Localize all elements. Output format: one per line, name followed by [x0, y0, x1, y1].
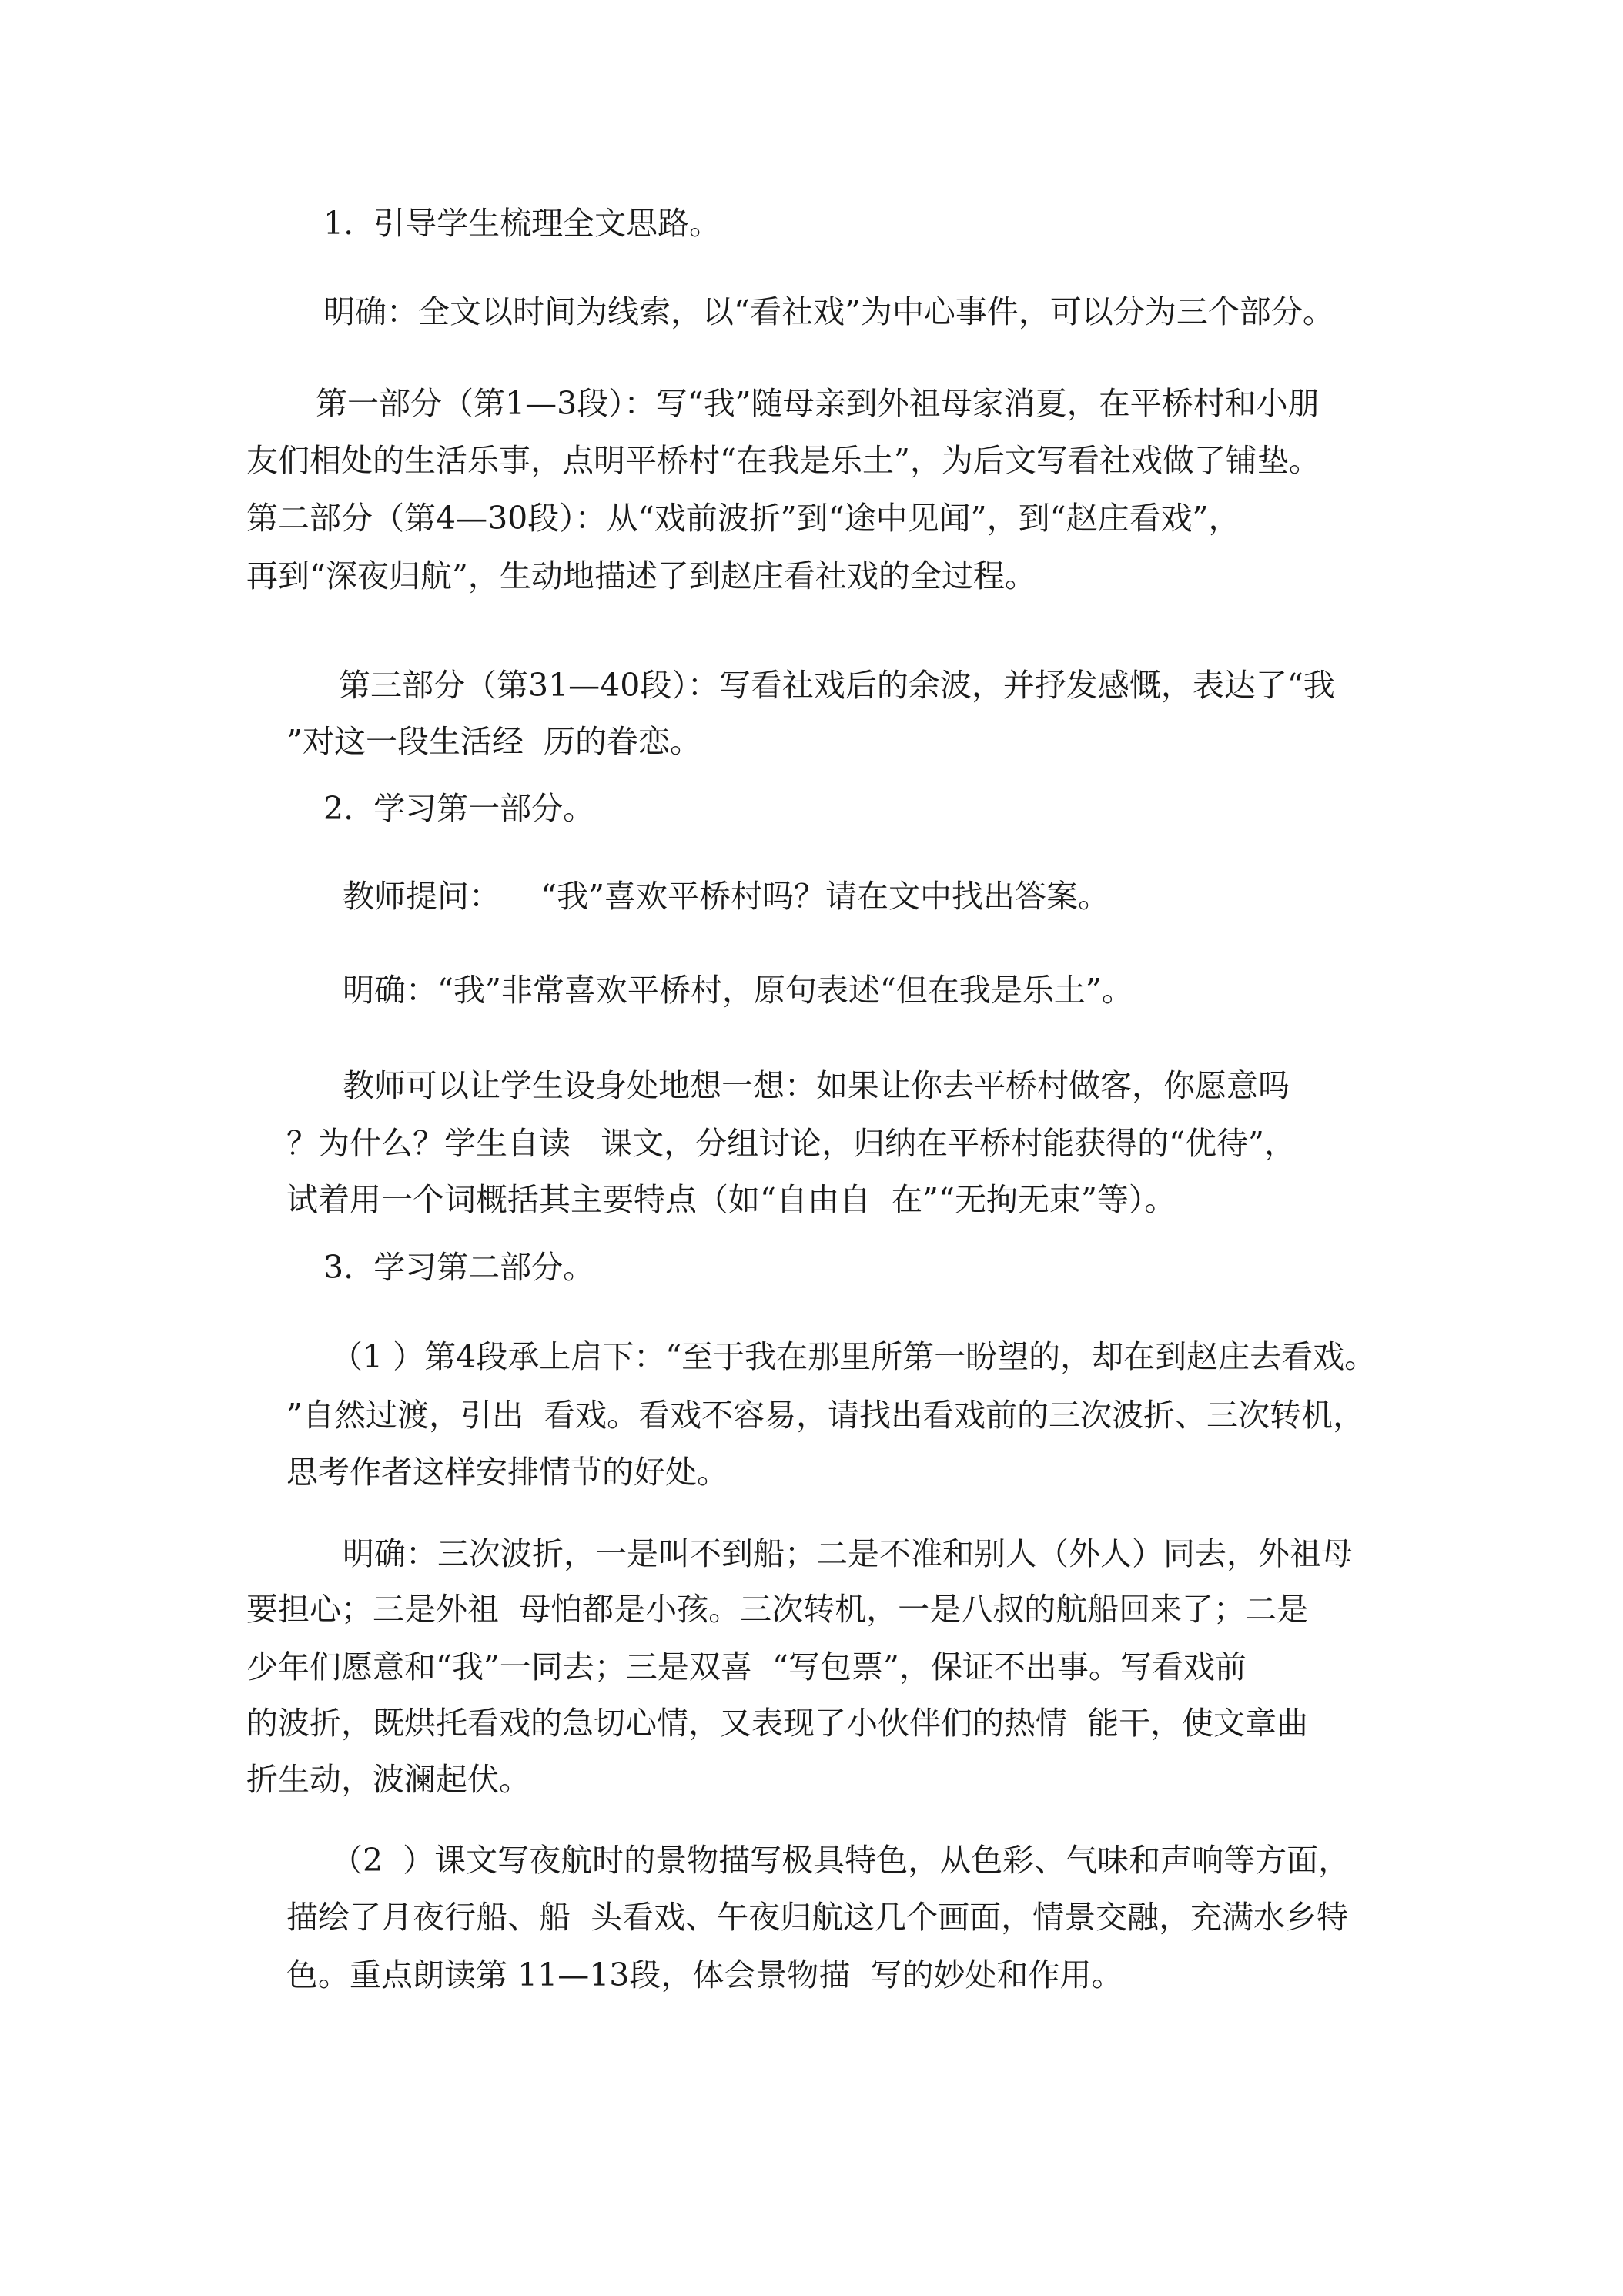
paragraph-line: 明确：三次波折，一是叫不到船；二是不准和别人（外人）同去，外祖母 — [343, 1535, 1353, 1572]
paragraph-line: （2 ）课文写夜航时的景物描写极具特色，从色彩、气味和声响等方面， — [331, 1842, 1350, 1879]
paragraph-line: 再到“深夜归航”，生动地描述了到赵庄看社戏的全过程。 — [246, 557, 1036, 594]
paragraph-line: 第三部分（第31—40段）：写看社戏后的余波，并抒发感慨，表达了“我 — [339, 667, 1335, 704]
paragraph-line: 第一部分（第1—3段）：写“我”随母亲到外祖母家消夏，在平桥村和小朋 — [316, 385, 1320, 422]
paragraph-line: ”自然过渡，引出 看戏。看戏不容易，请找出看戏前的三次波折、三次转机， — [286, 1397, 1365, 1434]
paragraph-line: 试着用一个词概括其主要特点（如“自由自 在”“无拘无束”等）。 — [286, 1181, 1176, 1218]
paragraph-line: 友们相处的生活乐事，点明平桥村“在我是乐土”，为后文写看社戏做了铺垫。 — [246, 442, 1320, 479]
paragraph-line: 教师提问： “我”喜欢平桥村吗？请在文中找出答案。 — [343, 878, 1110, 915]
heading-step-1: 1. 引导学生梳理全文思路。 — [323, 205, 721, 242]
paragraph-line: ？为什么？学生自读 课文，分组讨论，归纳在平桥村能获得的“优待”， — [286, 1125, 1297, 1162]
paragraph-line: 要担心；三是外祖 母怕都是小孩。三次转机，一是八叔的航船回来了；二是 — [246, 1591, 1309, 1628]
paragraph-line: 描绘了月夜行船、船 头看戏、午夜归航这几个画面，情景交融，充满水乡特 — [286, 1899, 1349, 1936]
paragraph-line: 少年们愿意和“我”一同去；三是双喜 “写包票”，保证不出事。写看戏前 — [246, 1648, 1247, 1685]
paragraph-line: 折生动，波澜起伏。 — [246, 1761, 530, 1798]
paragraph-line: 思考作者这样安排情节的好处。 — [286, 1454, 728, 1491]
heading-step-2: 2. 学习第一部分。 — [323, 790, 595, 827]
paragraph-line: 教师可以让学生设身处地想一想：如果让你去平桥村做客，你愿意吗 — [343, 1067, 1290, 1104]
paragraph-line: 第二部分（第4—30段）：从“戏前波折”到“途中见闻”，到“赵庄看戏”， — [246, 500, 1240, 537]
paragraph-line: 明确：“我”非常喜欢平桥村，原句表述“但在我是乐土”。 — [343, 972, 1133, 1009]
paragraph-line: 的波折，既烘托看戏的急切心情，又表现了小伙伴们的热情 能干，使文章曲 — [246, 1705, 1309, 1742]
heading-step-3: 3. 学习第二部分。 — [323, 1249, 595, 1286]
paragraph-line: ”对这一段生活经 历的眷恋。 — [286, 723, 702, 760]
paragraph-line: （1 ）第4段承上启下：“至于我在那里所第一盼望的，却在到赵庄去看戏。 — [331, 1338, 1377, 1375]
paragraph-line: 色。重点朗读第 11—13段，体会景物描 写的妙处和作用。 — [286, 1956, 1123, 1993]
paragraph-line: 明确：全文以时间为线索，以“看社戏”为中心事件，可以分为三个部分。 — [323, 293, 1334, 330]
